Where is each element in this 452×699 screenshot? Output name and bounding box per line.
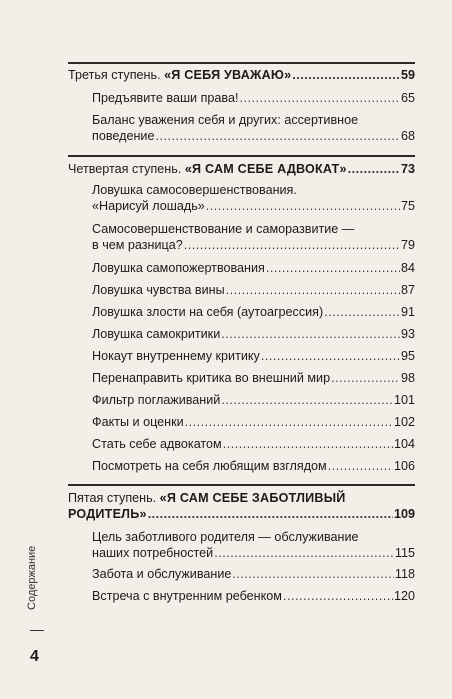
leader-dots [266,261,400,277]
margin-rule [30,630,44,631]
entry-title: Перенаправить критика во внешний мир [92,371,331,385]
section-separator [68,155,415,157]
page-ref: 101 [393,393,415,407]
toc-entry[interactable] [92,91,415,107]
page-ref: 87 [400,283,415,297]
toc-entry[interactable] [92,183,415,214]
entry-title: Ловушка самокритики [92,327,221,341]
section-title-4[interactable] [68,162,415,178]
section-heading: «Я СЕБЯ УВАЖАЮ» [164,68,292,82]
entry-title: Посмотреть на себя любящим взглядом [92,459,327,473]
toc-entry[interactable] [92,589,415,605]
entry-title: Встреча с внутренним ребенком [92,589,282,603]
toc-entry[interactable] [92,437,415,453]
entry-title-cont: «Нарисуй лошадь» [92,198,205,213]
entry-title: Фильтр поглаживаний [92,393,221,407]
section-prefix: Третья ступень. [68,68,165,82]
side-label: Содержание [26,545,38,610]
leader-dots [214,546,394,562]
toc-entry[interactable] [92,327,415,343]
toc-entry[interactable] [92,222,415,253]
page-ref: 120 [393,589,415,603]
page-ref: 102 [393,415,415,429]
entry-title: Цель заботливого родителя — обслуживание [92,530,359,544]
leader-dots [155,129,400,145]
leader-dots [223,437,393,453]
leader-dots [226,283,400,299]
section-title-5[interactable] [68,491,415,522]
entry-title-cont: наших потребностей [92,545,214,560]
toc-entry[interactable] [92,283,415,299]
toc-entry[interactable] [92,393,415,409]
page-ref: 68 [400,128,415,143]
leader-dots [324,305,400,321]
leader-dots [261,349,400,365]
toc-entry[interactable] [92,261,415,277]
leader-dots [292,68,400,84]
page-ref: 84 [400,261,415,275]
page-ref: 59 [400,68,415,82]
page-ref: 93 [400,327,415,341]
entry-title: Предъявите ваши права! [92,91,239,105]
entry-title: Стать себе адвокатом [92,437,222,451]
toc-entry[interactable] [92,113,415,144]
section-heading-cont: РОДИТЕЛЬ» [68,506,147,521]
page-ref: 95 [400,349,415,363]
entry-title: Самосовершенствование и саморазвитие — [92,222,355,236]
page-ref: 104 [393,437,415,451]
page-number: 4 [30,648,39,665]
leader-dots [206,199,400,215]
toc-entry[interactable] [92,567,415,583]
section-separator [68,62,415,64]
toc-entry[interactable] [92,530,415,561]
leader-dots [283,589,393,605]
section-heading: «Я САМ СЕБЕ ЗАБОТЛИВЫЙ [159,491,346,505]
leader-dots [348,162,400,178]
page-ref: 115 [394,545,415,560]
page-ref: 109 [393,506,415,521]
page-ref: 98 [400,371,415,385]
page-ref: 73 [400,162,415,176]
leader-dots [148,507,393,523]
page-ref: 79 [400,237,415,252]
section-title-3[interactable] [68,68,415,84]
entry-title: Ловушка самопожертвования [92,261,265,275]
toc-entry[interactable] [92,459,415,475]
entry-title: Баланс уважения себя и других: ассертивное [92,113,359,127]
entry-title: Ловушка чувства вины [92,283,225,297]
page-ref: 91 [400,305,415,319]
section-prefix: Четвертая ступень. [68,162,185,176]
leader-dots [185,415,393,431]
section-heading: «Я САМ СЕБЕ АДВОКАТ» [184,162,347,176]
entry-title: Нокаут внутреннему критику [92,349,260,363]
page-ref: 118 [394,567,415,581]
entry-title: Ловушка злости на себя (аутоагрессия) [92,305,324,319]
entry-title: Факты и оценки [92,415,184,429]
leader-dots [331,371,400,387]
section-separator [68,484,415,486]
toc-entry[interactable] [92,349,415,365]
page-ref: 75 [400,198,415,213]
leader-dots [239,91,400,107]
entry-title-cont: поведение [92,128,155,143]
leader-dots [232,567,394,583]
leader-dots [221,327,400,343]
leader-dots [328,459,393,475]
section-prefix: Пятая ступень. [68,491,160,505]
entry-title: Забота и обслуживание [92,567,232,581]
leader-dots [184,238,400,254]
toc-entry[interactable] [92,415,415,431]
page-ref: 65 [400,91,415,105]
entry-title: Ловушка самосовершенствования. [92,183,297,197]
toc-entry[interactable] [92,305,415,321]
page-ref: 106 [393,459,415,473]
entry-title-cont: в чем разница? [92,237,183,252]
toc-entry[interactable] [92,371,415,387]
leader-dots [221,393,393,409]
